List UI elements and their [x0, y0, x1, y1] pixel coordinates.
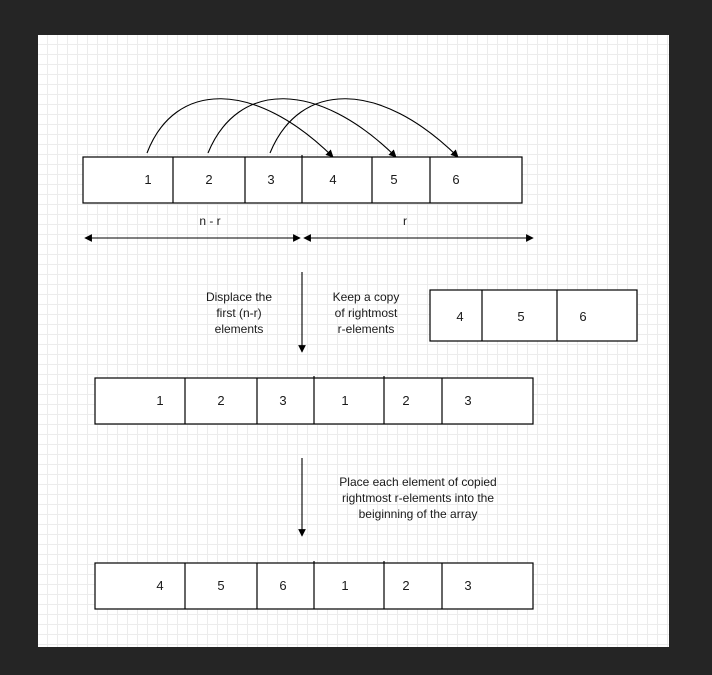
displaced-array-cell: 2 [217, 393, 225, 408]
copy-array-cell: 4 [456, 309, 464, 324]
place-caption-line: rightmost r-elements into the [341, 491, 495, 505]
displaced-array-cell: 1 [341, 393, 349, 408]
displace-caption-line: elements [214, 322, 264, 336]
copy-caption-line: of rightmost [334, 306, 398, 320]
displace-caption-line: Displace the [205, 290, 273, 304]
segment-label-r: r [403, 214, 407, 228]
final-array-cell: 5 [217, 578, 225, 593]
copy-array-cell: 6 [579, 309, 587, 324]
original-array-cell: 3 [267, 172, 275, 187]
displaced-array-cell: 3 [464, 393, 472, 408]
displaced-array-cell: 3 [279, 393, 287, 408]
displaced-array-cell: 1 [156, 393, 164, 408]
final-array-cell: 4 [156, 578, 164, 593]
place-caption-line: Place each element of copied [339, 475, 497, 489]
displaced-array-cell: 2 [402, 393, 410, 408]
final-array-cell: 6 [279, 578, 287, 593]
shift-arc-arrow [147, 99, 333, 157]
place-caption-line: beiginning of the array [358, 507, 478, 521]
copy-array-cell: 5 [517, 309, 525, 324]
final-array-cell: 2 [402, 578, 410, 593]
original-array-cell: 4 [329, 172, 337, 187]
original-array-cell: 6 [452, 172, 460, 187]
segment-label-n-minus-r: n - r [199, 214, 221, 228]
copy-caption-line: Keep a copy [332, 290, 400, 304]
final-array-cell: 3 [464, 578, 472, 593]
shift-arc-arrow [208, 99, 396, 157]
original-array-cell: 1 [144, 172, 152, 187]
original-array-cell: 5 [390, 172, 398, 187]
copy-caption-line: r-elements [337, 322, 395, 336]
original-array-cell: 2 [205, 172, 213, 187]
final-array-cell: 1 [341, 578, 349, 593]
displace-caption-line: first (n-r) [216, 306, 262, 320]
